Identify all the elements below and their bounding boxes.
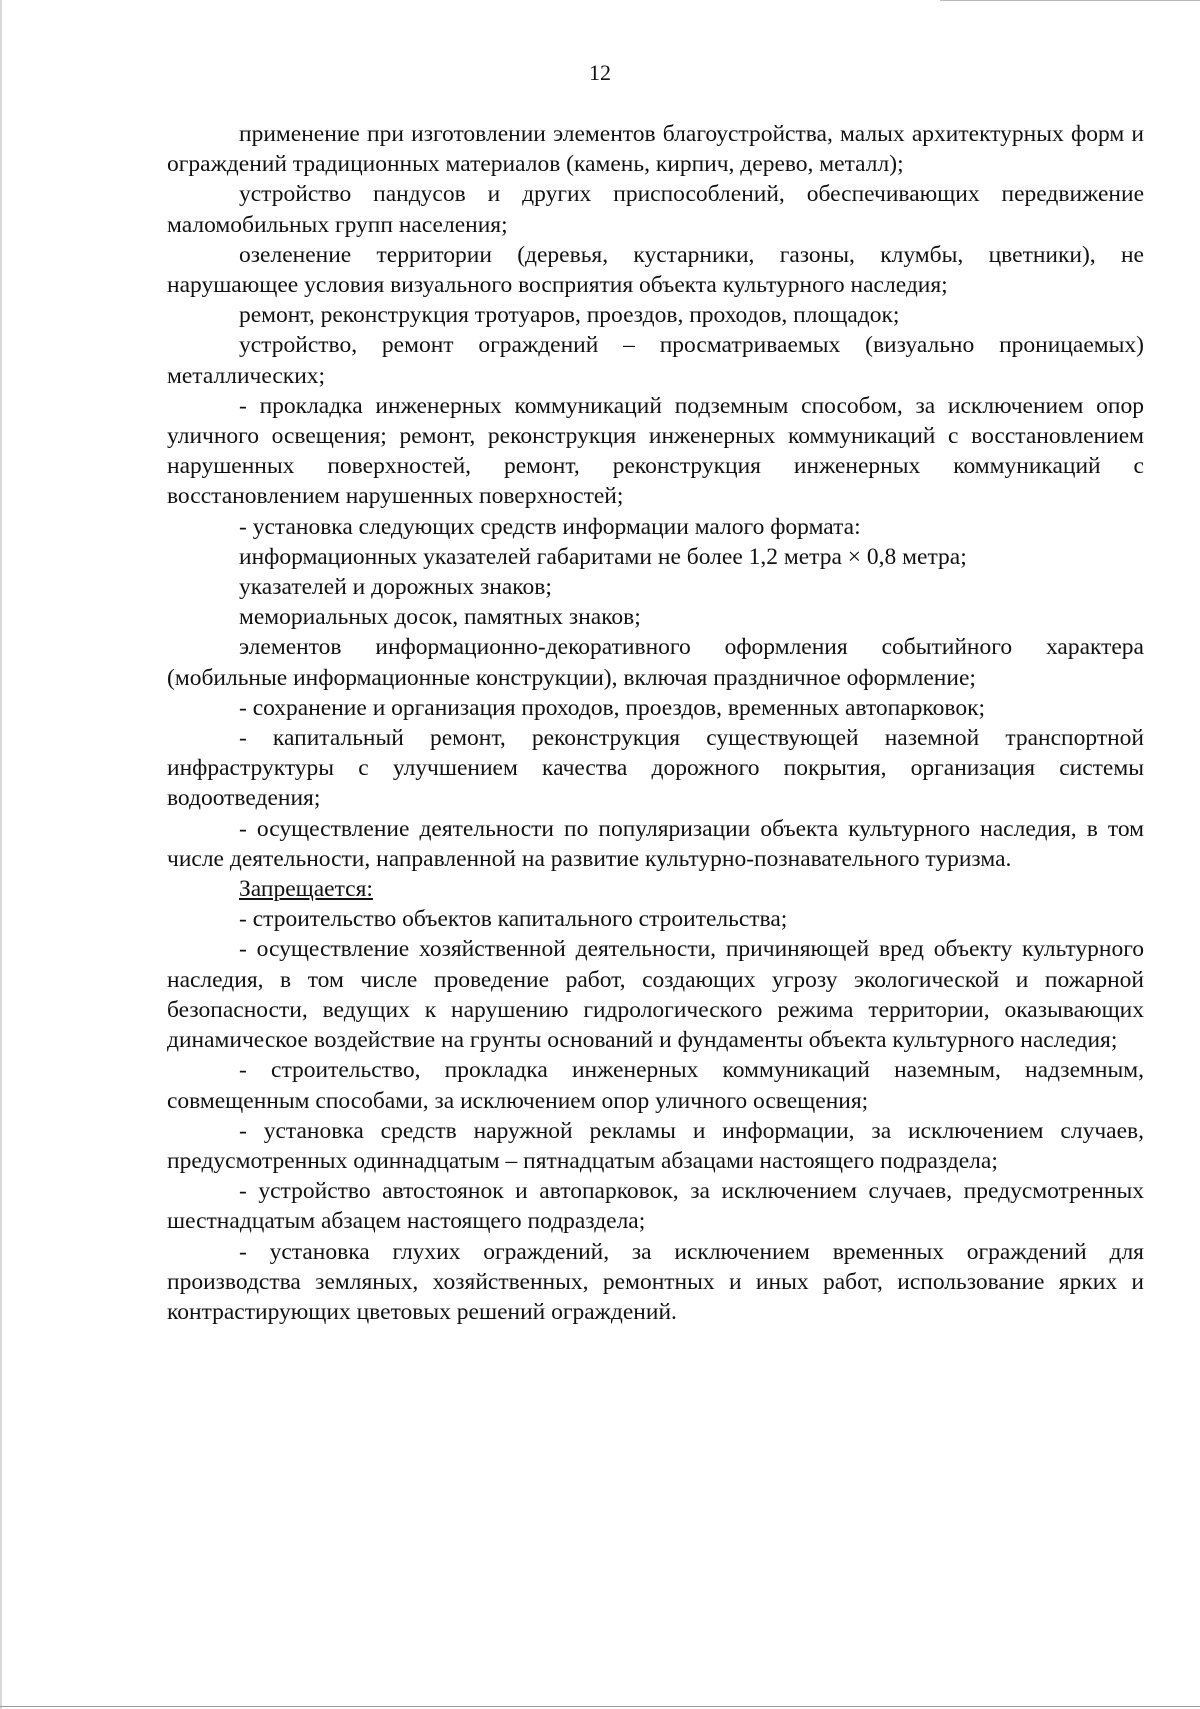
scan-top-edge bbox=[940, 0, 1200, 1]
paragraph-12: - сохранение и организация проходов, проездов, временных автопарковок; bbox=[239, 694, 986, 721]
paragraph-17: - осуществление хозяйственной деятельности, причиняющей вред объекту культурного наследия, в том числе проведение работ, создающих угрозу экологической и пожарной безопасности, ведущих к нарушению гидрологического режима территории, оказывающих динамическое воздействие на грунты оснований и фундаменты объекта культурного наследия; bbox=[167, 936, 1144, 1054]
paragraph-4: ремонт, реконструкция тротуаров, проездов, проходов, площадок; bbox=[239, 302, 900, 329]
paragraph-20: - устройство автостоянок и автопарковок, за исключением случаев, предусмотренных шестнадцатым абзацем настоящего подраздела; bbox=[167, 1178, 1144, 1235]
document-body bbox=[167, 119, 1144, 1327]
scan-left-edge bbox=[0, 0, 2, 1709]
page-number: 12 bbox=[589, 60, 611, 85]
paragraph-6: - прокладка инженерных коммуникаций подземным способом, за исключением опор уличного освещения; ремонт, реконструкция инженерных коммуникаций с восстановлением нарушенных поверхностей, ремонт, реконструкция инженерных коммуникаций с восстановлением нарушенных поверхностей; bbox=[167, 392, 1144, 510]
scan-bottom-edge bbox=[0, 1706, 1200, 1707]
paragraph-14: - осуществление деятельности по популяризации объекта культурного наследия, в том числе деятельности, направленной на развитие культурно-познавательного туризма. bbox=[167, 815, 1144, 872]
prohibited-heading bbox=[167, 874, 1144, 904]
paragraph-9: указателей и дорожных знаков; bbox=[239, 574, 552, 601]
paragraph-3: озеленение территории (деревья, кустарники, газоны, клумбы, цветники), не нарушающее условия визуального восприятия объекта культурного наследия; bbox=[167, 241, 1144, 299]
paragraph-21: - установка глухих ограждений, за исключением временных ограждений для производства земляных, хозяйственных, ремонтных и иных работ, использование ярких и контрастирующих цветовых решений ограждений. bbox=[167, 1238, 1144, 1325]
paragraph-8: информационных указателей габаритами не более 1,2 метра × 0,8 метра; bbox=[239, 543, 967, 570]
paragraph-11: элементов информационно-декоративного оформления событийного характера (мобильные информационные конструкции), включая праздничное оформление; bbox=[167, 634, 1144, 691]
paragraph-1: применение при изготовлении элементов благоустройства, малых архитектурных форм и ограждений традиционных материалов (камень, кирпич, дерево, металл); bbox=[167, 121, 1144, 178]
paragraph-13: - капитальный ремонт, реконструкция существующей наземной транспортной инфраструктуры с улучшением качества дорожного покрытия, организация системы водоотведения; bbox=[167, 725, 1144, 812]
paragraph-10: мемориальных досок, памятных знаков; bbox=[239, 604, 641, 631]
paragraph-18: - строительство, прокладка инженерных коммуникаций наземным, надземным, совмещенным способами, за исключением опор уличного освещения; bbox=[167, 1057, 1144, 1114]
paragraph-2: устройство пандусов и других приспособлений, обеспечивающих передвижение маломобильных групп населения; bbox=[167, 181, 1144, 238]
paragraph-5: устройство, ремонт ограждений – просматриваемых (визуально проницаемых) металлических; bbox=[167, 332, 1144, 389]
paragraph-19: - установка средств наружной рекламы и информации, за исключением случаев, предусмотренных одиннадцатым – пятнадцатым абзацами настоящего подраздела; bbox=[167, 1117, 1144, 1174]
paragraph-7: - установка следующих средств информации малого формата: bbox=[239, 513, 861, 540]
prohibited-heading-text: Запрещается: bbox=[239, 876, 373, 903]
paragraph-16: - строительство объектов капитального строительства; bbox=[239, 906, 788, 933]
